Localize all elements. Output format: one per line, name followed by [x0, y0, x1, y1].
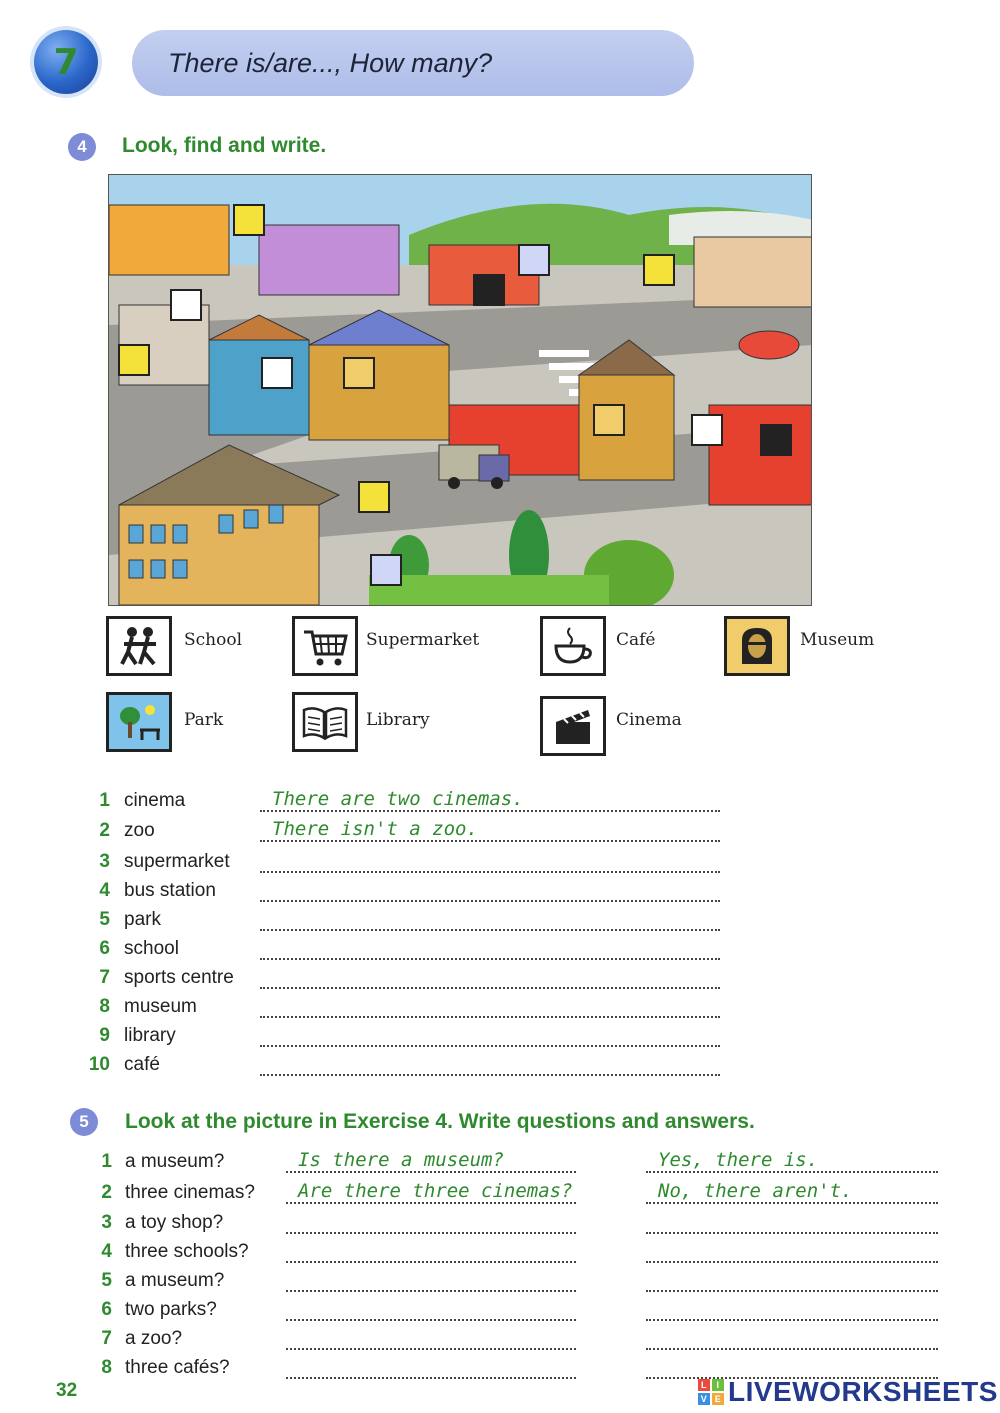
- exercise-4-answer-line[interactable]: [260, 907, 720, 931]
- exercise-5-question-line[interactable]: [286, 1239, 576, 1263]
- exercise-5-item-prompt: a museum?: [125, 1270, 225, 1291]
- key-label-cafe: Café: [616, 630, 656, 650]
- exercise-4-answer-line[interactable]: [260, 994, 720, 1018]
- exercise-4-answer-text: There are two cinemas.: [272, 788, 524, 810]
- exercise-5-answer-line[interactable]: [646, 1210, 938, 1234]
- exercise-5-item-number: 8: [101, 1357, 112, 1378]
- exercise-5-answer-line[interactable]: [646, 1180, 938, 1204]
- liveworksheets-logo-icon: L I V E: [698, 1379, 724, 1405]
- exercise-5-question-line[interactable]: [286, 1355, 576, 1379]
- key-label-park: Park: [184, 710, 224, 730]
- exercise-4-item-word: museum: [124, 996, 197, 1017]
- page-number: 32: [56, 1380, 78, 1401]
- unit-title-bar: [132, 30, 694, 96]
- exercise-4-answer-line[interactable]: [260, 878, 720, 902]
- exercise-5-item-prompt: three cinemas?: [125, 1182, 255, 1203]
- library-icon: [292, 692, 358, 752]
- unit-title: There is/are..., How many?: [168, 47, 493, 78]
- exercise-4-item-word: café: [124, 1054, 160, 1075]
- exercise-5-question-line[interactable]: [286, 1180, 576, 1204]
- exercise-5-item-number: 2: [101, 1182, 112, 1203]
- exercise-4-answer-line[interactable]: [260, 1052, 720, 1076]
- exercise-4-item-word: school: [124, 938, 179, 959]
- exercise-5-answer-line[interactable]: [646, 1268, 938, 1292]
- exercise-5-item-prompt: a toy shop?: [125, 1212, 224, 1233]
- exercise-4-item-number: 7: [99, 967, 110, 988]
- exercise-5-item-prompt: a museum?: [125, 1151, 225, 1172]
- cafe-icon: [540, 616, 606, 676]
- exercise-4-item-number: 10: [88, 1054, 110, 1075]
- exercise-5-question-text: Are there three cinemas?: [298, 1180, 573, 1202]
- exercise-5-item-number: 1: [101, 1151, 112, 1172]
- key-label-supermarket: Supermarket: [366, 630, 480, 650]
- exercise-5-question-text: Is there a museum?: [298, 1149, 504, 1171]
- unit-number-badge: [34, 30, 98, 94]
- exercise-5-item-number: 3: [101, 1212, 112, 1233]
- exercise-4-item-word: cinema: [124, 790, 186, 811]
- exercise-5-question-line[interactable]: [286, 1268, 576, 1292]
- key-label-cinema: Cinema: [616, 710, 682, 730]
- exercise-4-answer-line[interactable]: [260, 936, 720, 960]
- exercise-4-answer-line[interactable]: [260, 788, 720, 812]
- exercise-5-answer-line[interactable]: [646, 1149, 938, 1173]
- liveworksheets-brand[interactable]: [698, 1376, 998, 1408]
- exercise-5-answer-text: No, there aren't.: [658, 1180, 853, 1202]
- exercise-4-item-number: 5: [99, 909, 110, 930]
- park-icon: [106, 692, 172, 752]
- exercise-5-answer-line[interactable]: [646, 1297, 938, 1321]
- town-illustration: [108, 174, 812, 606]
- exercise-5-badge: [70, 1108, 98, 1136]
- exercise-4-item-word: park: [124, 909, 161, 930]
- exercise-4-item-number: 6: [99, 938, 110, 959]
- exercise-4-item-word: bus station: [124, 880, 216, 901]
- exercise-5-item-prompt: three cafés?: [125, 1357, 230, 1378]
- exercise-4-item-word: library: [124, 1025, 176, 1046]
- exercise-4-item-number: 4: [99, 880, 110, 901]
- exercise-5-question-line[interactable]: [286, 1297, 576, 1321]
- exercise-4-item-word: zoo: [124, 820, 155, 841]
- exercise-5-item-number: 7: [101, 1328, 112, 1349]
- exercise-4-answer-line[interactable]: [260, 818, 720, 842]
- key-label-school: School: [184, 630, 243, 650]
- exercise-5-answer-line[interactable]: [646, 1326, 938, 1350]
- exercise-4-number: 4: [77, 137, 87, 156]
- exercise-4-item-word: supermarket: [124, 851, 230, 872]
- exercise-5-item-number: 6: [101, 1299, 112, 1320]
- exercise-5-instruction: Look at the picture in Exercise 4. Write questions and answers.: [125, 1110, 755, 1133]
- exercise-4-item-number: 2: [99, 820, 110, 841]
- exercise-5-answer-text: Yes, there is.: [658, 1149, 819, 1171]
- supermarket-icon: [292, 616, 358, 676]
- key-label-museum: Museum: [800, 630, 875, 650]
- unit-number: 7: [53, 41, 79, 83]
- exercise-5-question-line[interactable]: [286, 1326, 576, 1350]
- exercise-4-item-number: 8: [99, 996, 110, 1017]
- exercise-4-item-number: 1: [99, 790, 110, 811]
- key-label-library: Library: [366, 710, 430, 730]
- exercise-5-item-prompt: two parks?: [125, 1299, 217, 1320]
- exercise-4-answer-line[interactable]: [260, 965, 720, 989]
- exercise-5-item-prompt: three schools?: [125, 1241, 249, 1262]
- exercise-5-question-line[interactable]: [286, 1210, 576, 1234]
- exercise-5-item-prompt: a zoo?: [125, 1328, 183, 1349]
- exercise-5-number: 5: [79, 1112, 89, 1131]
- exercise-4-item-word: sports centre: [124, 967, 234, 988]
- town-scene-svg: [109, 175, 812, 606]
- exercise-5-question-line[interactable]: [286, 1149, 576, 1173]
- exercise-4-answer-line[interactable]: [260, 849, 720, 873]
- brand-text: LIVEWORKSHEETS: [728, 1376, 998, 1407]
- exercise-5-answer-line[interactable]: [646, 1239, 938, 1263]
- cinema-icon: [540, 696, 606, 756]
- exercise-5-item-number: 5: [101, 1270, 112, 1291]
- exercise-4-badge: [68, 133, 96, 161]
- exercise-4-answer-text: There isn't a zoo.: [272, 818, 478, 840]
- exercise-5-item-number: 4: [101, 1241, 112, 1262]
- exercise-4-answer-line[interactable]: [260, 1023, 720, 1047]
- school-icon: [106, 616, 172, 676]
- exercise-4-item-number: 3: [99, 851, 110, 872]
- exercise-4-instruction: Look, find and write.: [122, 134, 327, 157]
- exercise-4-item-number: 9: [99, 1025, 110, 1046]
- museum-icon: [724, 616, 790, 676]
